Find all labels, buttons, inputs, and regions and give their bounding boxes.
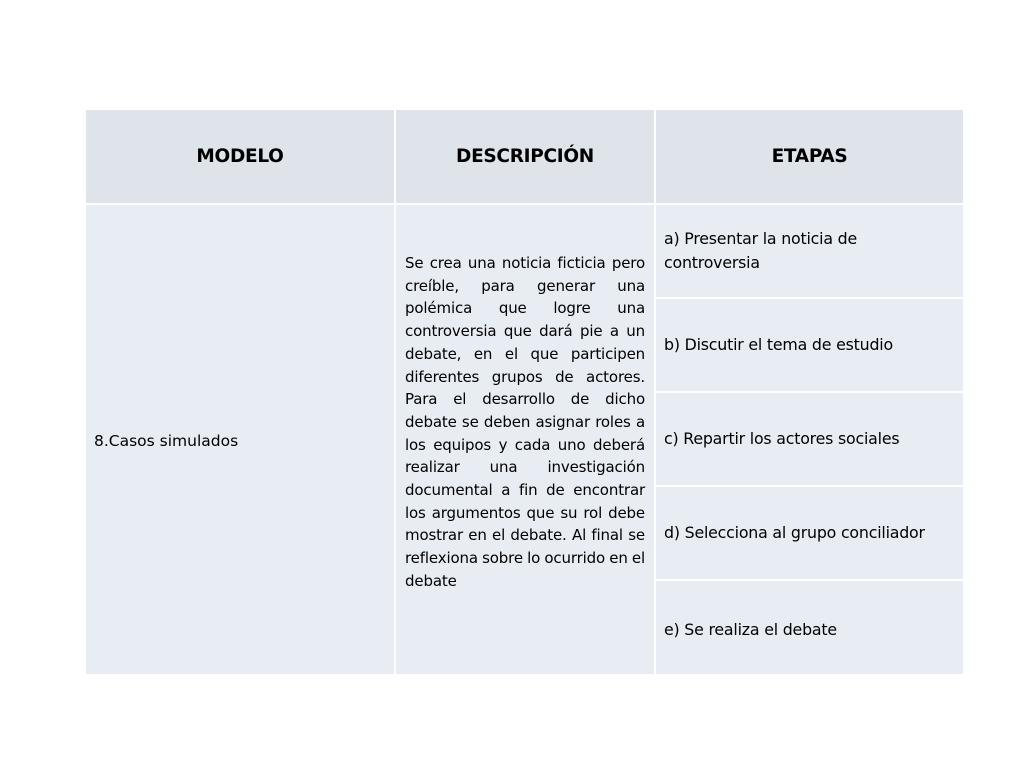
etapa-text: a) Presentar la noticia de controversia <box>664 229 858 272</box>
etapa-cell-b <box>655 298 963 392</box>
etapa-cell-e <box>655 580 963 674</box>
table-row <box>86 204 963 298</box>
etapa-cell-d <box>655 486 963 580</box>
models-table <box>86 110 963 674</box>
header-descripcion: DESCRIPCIÓN <box>395 110 655 204</box>
table-header-row <box>86 110 963 204</box>
descripcion-cell <box>395 204 655 674</box>
etapa-text: b) Discutir el tema de estudio <box>664 335 893 354</box>
etapa-text: e) Se realiza el debate <box>664 619 837 639</box>
etapa-text: c) Repartir los actores sociales <box>664 429 900 448</box>
etapa-text: d) Selecciona al grupo conciliador <box>664 523 925 542</box>
etapa-cell-c <box>655 392 963 486</box>
descripcion-text: Se crea una noticia ficticia pero creíble, para generar una polémica que logre una controversia que dará pie a un debate, en el que participen diferentes grupos de actores. Para el desarrollo de dicho debate se deben asignar roles a los equipos y cada uno deberá realizar una investigación documental a fin de encontrar los argumentos que su rol debe mostrar en el debate. Al final se reflexiona sobre lo ocurrido en el debate <box>405 254 645 590</box>
header-etapas: ETAPAS <box>655 110 963 204</box>
header-modelo: MODELO <box>86 110 395 204</box>
modelo-text: 8.Casos simulados <box>94 431 239 450</box>
etapa-cell-a <box>655 204 963 298</box>
modelo-cell <box>86 204 395 674</box>
